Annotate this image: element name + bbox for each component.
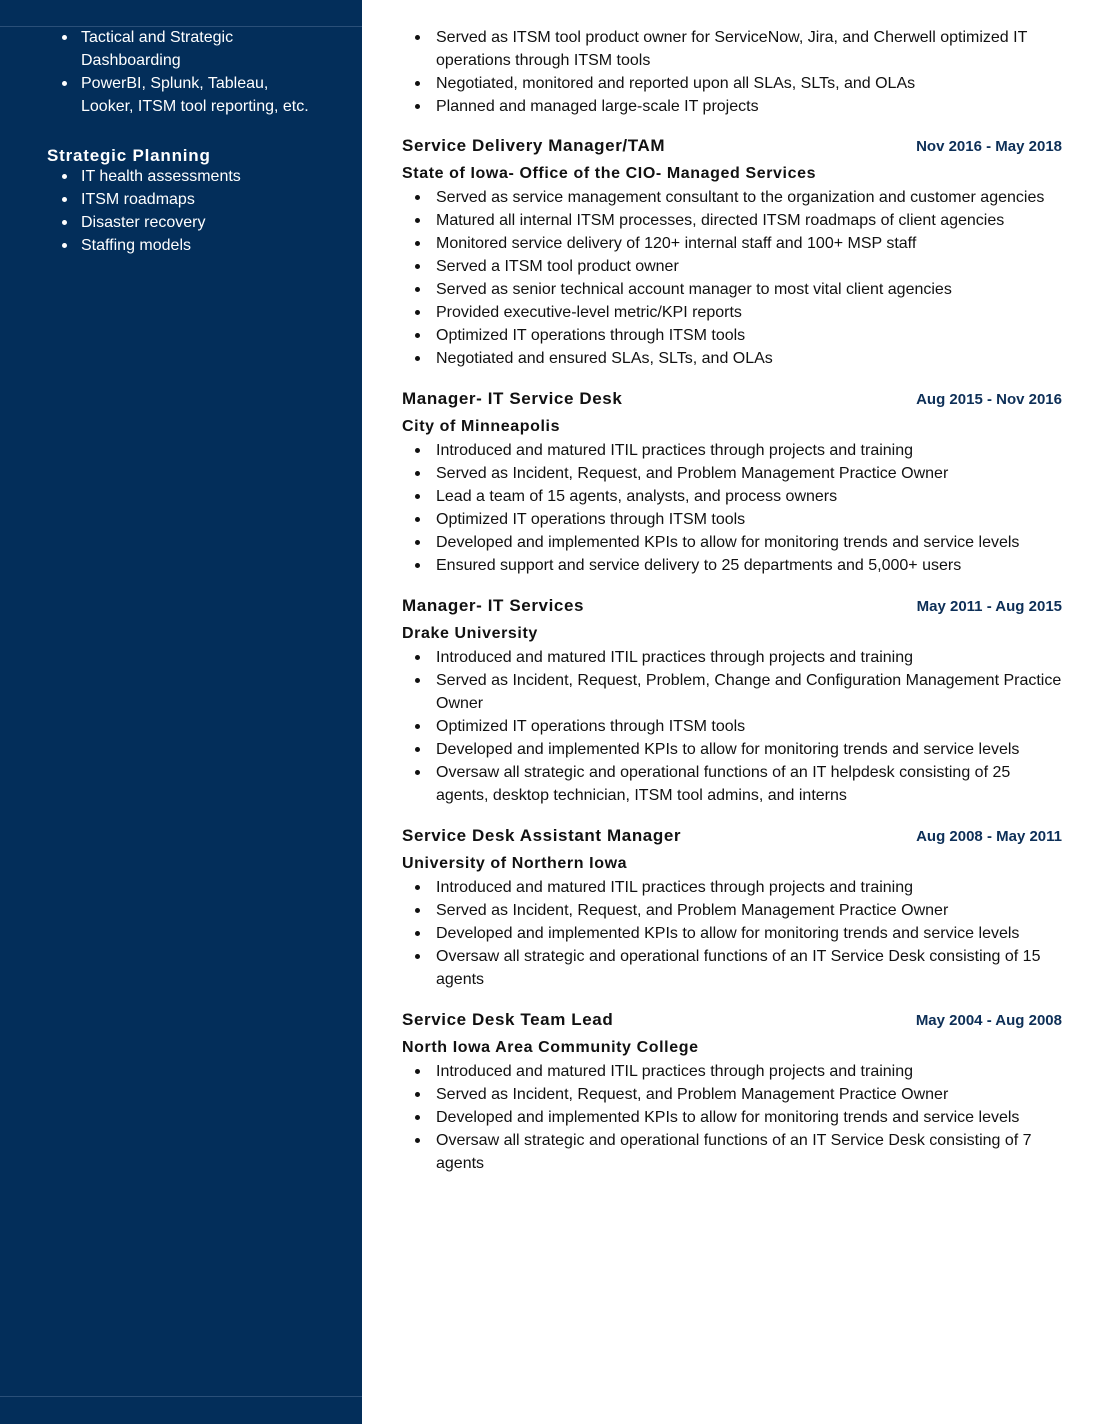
sidebar-section-list xyxy=(59,165,349,257)
bullet-item: Matured all internal ITSM processes, directed ITSM roadmaps of client agencies xyxy=(402,209,1062,232)
bullet-item: Optimized IT operations through ITSM tools xyxy=(402,508,1062,531)
job-dates: Aug 2008 - May 2011 xyxy=(916,828,1062,845)
job-organization: University of Northern Iowa xyxy=(402,855,628,872)
bullet-item: Served as Incident, Request, and Problem Management Practice Owner xyxy=(402,462,1062,485)
continued-bullet-list xyxy=(402,26,1062,118)
bullet-item: Developed and implemented KPIs to allow for monitoring trends and service levels xyxy=(402,738,1062,761)
bullet-item: Oversaw all strategic and operational functions of an IT Service Desk consisting of 7 agents xyxy=(402,1129,1062,1175)
job-header xyxy=(402,389,1062,414)
bullet-item: Ensured support and service delivery to 25 departments and 5,000+ users xyxy=(402,554,1062,577)
bullet-item: Served as ITSM tool product owner for ServiceNow, Jira, and Cherwell optimized IT operations through ITSM tools xyxy=(402,26,1062,72)
job-title: Service Desk Team Lead xyxy=(402,1010,614,1029)
bullet-item: Served as Incident, Request, Problem, Change and Configuration Management Practice Owner xyxy=(402,669,1062,715)
job-title: Service Delivery Manager/TAM xyxy=(402,136,666,155)
job-title: Manager- IT Services xyxy=(402,596,585,615)
bullet-item: Served as Incident, Request, and Problem Management Practice Owner xyxy=(402,1083,1062,1106)
job-header xyxy=(402,826,1062,851)
job-title: Manager- IT Service Desk xyxy=(402,389,623,408)
job-entry xyxy=(402,596,1062,807)
bullet-item: Served as service management consultant to the organization and customer agencies xyxy=(402,186,1062,209)
bullet-item: Oversaw all strategic and operational functions of an IT Service Desk consisting of 15 agents xyxy=(402,945,1062,991)
bullet-item: Served as senior technical account manager to most vital client agencies xyxy=(402,278,1062,301)
bullet-item: Oversaw all strategic and operational functions of an IT helpdesk consisting of 25 agents, desktop technician, ITSM tool admins, and interns xyxy=(402,761,1062,807)
job-organization: City of Minneapolis xyxy=(402,418,561,435)
job-header xyxy=(402,1010,1062,1035)
sidebar-skill-item: Staffing models xyxy=(59,234,349,257)
job-header xyxy=(402,596,1062,621)
job-organization: Drake University xyxy=(402,625,538,642)
bullet-item: Optimized IT operations through ITSM tools xyxy=(402,715,1062,738)
bullet-item: Lead a team of 15 agents, analysts, and process owners xyxy=(402,485,1062,508)
bullet-item: Monitored service delivery of 120+ internal staff and 100+ MSP staff xyxy=(402,232,1062,255)
job-entry xyxy=(402,1010,1062,1175)
job-dates: Aug 2015 - Nov 2016 xyxy=(916,391,1062,408)
bullet-item: Planned and managed large-scale IT projects xyxy=(402,95,1062,118)
job-entry xyxy=(402,136,1062,370)
job-dates: May 2011 - Aug 2015 xyxy=(916,598,1062,615)
bullet-item: Negotiated and ensured SLAs, SLTs, and OLAs xyxy=(402,347,1062,370)
bullet-item: Developed and implemented KPIs to allow for monitoring trends and service levels xyxy=(402,531,1062,554)
job-organization: North Iowa Area Community College xyxy=(402,1039,699,1056)
bullet-item: Negotiated, monitored and reported upon all SLAs, SLTs, and OLAs xyxy=(402,72,1062,95)
bullet-item: Introduced and matured ITIL practices through projects and training xyxy=(402,876,1062,899)
sidebar xyxy=(0,0,362,1424)
job-dates: May 2004 - Aug 2008 xyxy=(915,1012,1062,1029)
bullet-item: Introduced and matured ITIL practices through projects and training xyxy=(402,1060,1062,1083)
job-header xyxy=(402,136,1062,161)
job-title: Service Desk Assistant Manager xyxy=(402,826,682,845)
bullet-item: Developed and implemented KPIs to allow for monitoring trends and service levels xyxy=(402,1106,1062,1129)
bullet-item: Introduced and matured ITIL practices through projects and training xyxy=(402,439,1062,462)
bullet-item: Provided executive-level metric/KPI reports xyxy=(402,301,1062,324)
job-bullet-list xyxy=(402,1060,1062,1175)
sidebar-skill-item: Disaster recovery xyxy=(59,211,349,234)
bullet-item: Served as Incident, Request, and Problem Management Practice Owner xyxy=(402,899,1062,922)
job-dates: Nov 2016 - May 2018 xyxy=(916,138,1062,155)
job-bullet-list xyxy=(402,646,1062,807)
sidebar-skill-item: ITSM roadmaps xyxy=(59,188,349,211)
job-entry xyxy=(402,389,1062,577)
bullet-item: Optimized IT operations through ITSM tools xyxy=(402,324,1062,347)
bullet-item: Served a ITSM tool product owner xyxy=(402,255,1062,278)
job-organization: State of Iowa- Office of the CIO- Managed Services xyxy=(402,165,817,182)
bullet-item: Developed and implemented KPIs to allow for monitoring trends and service levels xyxy=(402,922,1062,945)
sidebar-skill-item: Tactical and Strategic Dashboarding xyxy=(59,26,319,72)
job-bullet-list xyxy=(402,439,1062,577)
job-bullet-list xyxy=(402,186,1062,370)
sidebar-skill-list xyxy=(59,26,319,118)
sidebar-bottom-divider xyxy=(0,1396,362,1397)
bullet-item: Introduced and matured ITIL practices through projects and training xyxy=(402,646,1062,669)
sidebar-skill-item: PowerBI, Splunk, Tableau, Looker, ITSM tool reporting, etc. xyxy=(59,72,319,118)
sidebar-section-heading: Strategic Planning xyxy=(47,146,211,165)
job-entry xyxy=(402,826,1062,991)
job-bullet-list xyxy=(402,876,1062,991)
sidebar-skill-item: IT health assessments xyxy=(59,165,349,188)
